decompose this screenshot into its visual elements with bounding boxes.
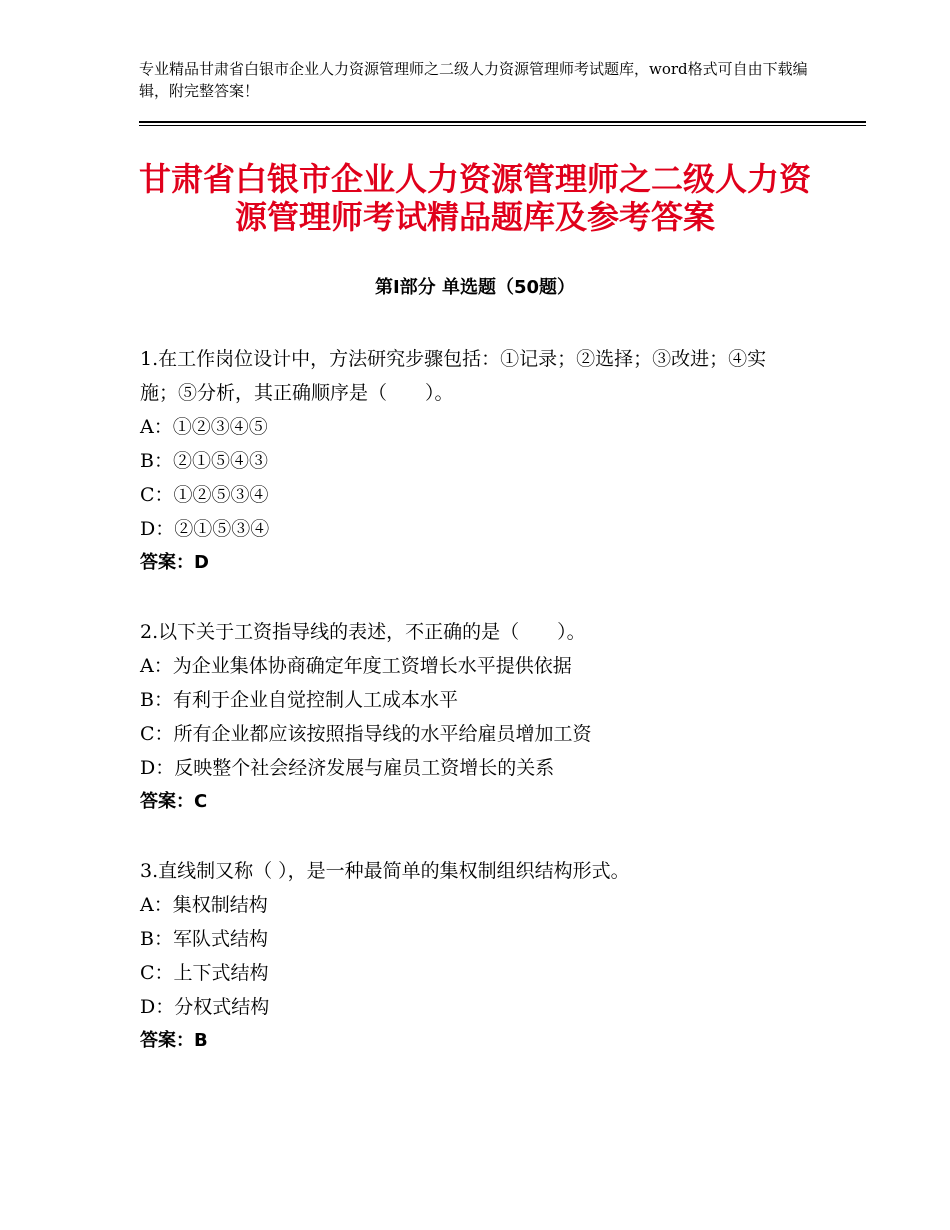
question-2 [140,615,790,819]
option-c: C：上下式结构 [140,962,269,984]
question-1 [140,342,790,580]
question-stem: 1.在工作岗位设计中，方法研究步骤包括：①记录；②选择；③改进；④实施；⑤分析，其正确顺序是（ ）。 [140,348,767,404]
option-b: B：②①⑤④③ [140,450,268,472]
option-a: A：①②③④⑤ [140,416,268,438]
header-note: 专业精品甘肃省白银市企业人力资源管理师之二级人力资源管理师考试题库，word格式可自由下载编辑，附完整答案！ [139,60,808,100]
answer: 答案：D [140,552,209,573]
option-d: D：②①⑤③④ [140,518,270,540]
option-a: A：集权制结构 [140,894,268,916]
question-stem: 3.直线制又称（ ），是一种最简单的集权制组织结构形式。 [140,860,630,882]
header-rule-thin [139,125,866,126]
header-rule-thick [139,121,866,123]
question-stem: 2.以下关于工资指导线的表述，不正确的是（ ）。 [140,621,586,643]
section-title: 第Ⅰ部分 单选题（50题） [374,277,575,298]
document-title: 甘肃省白银市企业人力资源管理师之二级人力资源管理师考试精品题库及参考答案 [139,160,812,236]
option-d: D：反映整个社会经济发展与雇员工资增长的关系 [140,757,555,779]
answer: 答案：C [140,791,208,812]
option-c: C：所有企业都应该按照指导线的水平给雇员增加工资 [140,723,592,745]
option-c: C：①②⑤③④ [140,484,269,506]
question-3 [140,854,790,1058]
option-d: D：分权式结构 [140,996,270,1018]
answer: 答案：B [140,1030,208,1051]
option-b: B：军队式结构 [140,928,268,950]
option-a: A：为企业集体协商确定年度工资增长水平提供依据 [140,655,572,677]
option-b: B：有利于企业自觉控制人工成本水平 [140,689,458,711]
